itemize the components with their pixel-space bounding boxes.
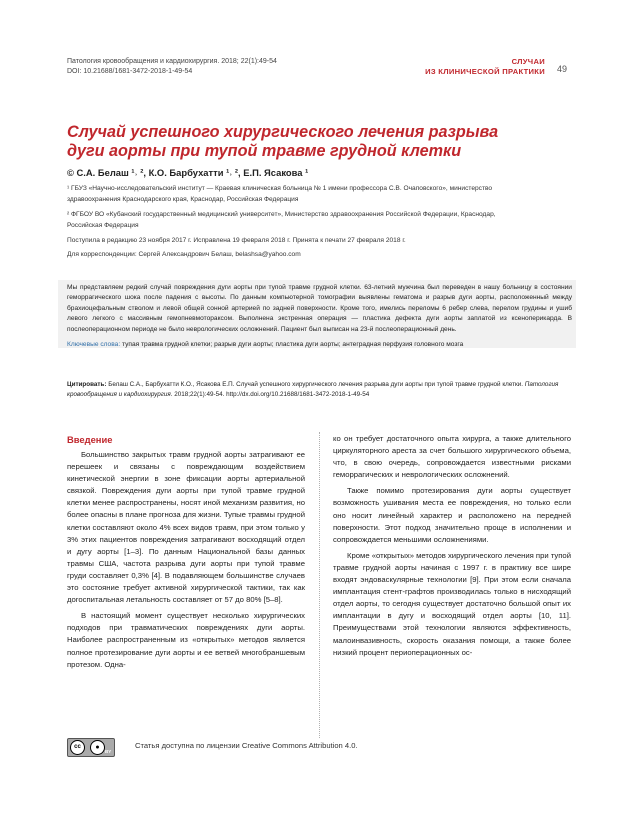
article-title: Случай успешного хирургического лечения разрыва дуги аорты при тупой травме грудной клетки [67,123,499,160]
received-dates: Поступила в редакцию 23 ноября 2017 г. Исправлена 19 февраля 2018 г. Принята к печати 27 февраля 2018 г. [67,237,406,244]
cc-by-license-icon[interactable] [67,738,115,757]
citation-block [67,380,572,401]
cite-journal: Патология кровообращения и кардиохирургия. [67,381,559,399]
license-text: Статья доступна по лицензии Creative Commons Attribution 4.0. [135,741,358,750]
section-tag-line2: ИЗ КЛИНИЧЕСКОЙ ПРАКТИКИ [425,66,545,76]
author-list: © С.А. Белаш ¹˒ ², К.О. Барбухатти ¹˒ ², Е.П. Ясакова ¹ [67,167,309,178]
paragraph: Также помимо протезирования дуги аорты существует возможность ушивания места ее повреждения, но только если оно носит линейный характер и расположено на передней поверхности. Этот подход значительно проще в исполнении и сопровождается меньшими осложнениями. [333,486,571,544]
paragraph: Большинство закрытых травм грудной аорты затрагивают ее перешеек и связаны с повреждающим воздействием кинетической энергии в зоне фиксации аорты артериальной связкой. Повреждения дуги аорты при тупой травме грудной клетки менее распространены, носят иной механизм развития, но более опасны в плане прогноза для жизни. Тупые травмы грудной клетки составляют около 4% всех видов травм, при этом только у 3% этих пациентов повреждения затрагивают восходящий отдел и дугу аорты [1–3]. По данным Национальной базы данных травмы США, частота разрыва дуги аорты при тупой травме груди составляет 0,3% [4]. В подавляющем большинстве случаев это состояние требует активной хирургической тактики, так как догоспитальная летальность составляет от 57 до 80% [5–8]. [67,450,305,605]
paragraph: Кроме «открытых» методов хирургического лечения при тупой травме грудной аорты начиная с 1997 г. в практику все шире входят эндоваскулярные технологии [9]. При этом если сначала имплантация стент-графтов производилась только в нисходящий отдел аорты, то сегодня существует достаточно большой опыт их имплантации в дугу и восходящий отдел аорты [10, 11]. Преимуществами этой технологии являются эффективность, малоинвазивность, скорость оказания помощи, а также более низкий процент периоперационных ос- [333,550,571,657]
cite-text: Белаш С.А., Барбухатти К.О., Ясакова Е.П. Случай успешного хирургического лечения разрыва дуги аорты при тупой травме грудной клетки. [106,381,525,388]
section-tag-line1: СЛУЧАИ [511,57,545,66]
cite-label: Цитировать: [67,381,107,388]
body-column-right [333,433,571,659]
journal-citation-header [67,57,367,76]
keywords-label: Ключевые слова: [67,341,121,348]
cite-tail: 2018;22(1):49-54. http://dx.doi.org/10.21688/1681-3472-2018-1-49-54 [172,391,370,399]
section-heading-intro: Введение [67,434,113,445]
journal-name: Патология кровообращения и кардиохирургия. 2018; 22(1):49-54 [67,58,277,65]
paragraph: В настоящий момент существует несколько хирургических подходов при травматических повреждениях дуги аорты. Наиболее распространенным из «открытых» методов является полное протезирование дуги аорты и ее ветвей многобраншевым протезом. Одна- [67,611,305,669]
affiliation-2: ² ФГБОУ ВО «Кубанский государственный медицинский университет», Министерство здравоохранения Российской Федерации, Краснодар, Российская Федерация [67,211,496,229]
journal-doi: DOI: 10.21688/1681-3472-2018-1-49-54 [67,67,193,75]
body-column-left [67,449,305,671]
affiliation-1: ¹ ГБУЗ «Научно-исследовательский институт — Краевая клиническая больница № 1 имени профессора С.В. Очаповского», министерство здравоохранения Краснодарского края, Краснодар, Российская Федерация [67,185,493,203]
paragraph: ко он требует достаточного опыта хирурга, а также длительного циркуляторного ареста за счет большого хирургического объема, что, в свою очередь, сопровождается известными рисками геморрагических и неврологических осложнений. [333,434,571,480]
page-number: 49 [557,64,568,74]
abstract-text: Мы представляем редкий случай повреждения дуги аорты при тупой травме грудной клетки. 63-летний мужчина был переведен в нашу больницу в состоянии геморрагического шока после падения с высоты. По данным компьютерной томографии выявлены гематома и разрыв дуги аорты, расположенный между брахиоцефальным стволом и левой общей сонной артерией по задней поверхности. Кроме того, имелись переломы 6 ребер слева, перелом грудины и ушиб левого легкого с массивным гемопневмотораксом. Выполнена экстренная операция — пластика дефекта дуги аорты заплатой из ксеноперикарда. В послеоперационном периоде не было неврологических осложнений. Пациент был выписан на 23-й послеоперационный день. [67,284,572,333]
section-tag [425,57,545,76]
correspondence: Для корреспонденции: Сергей Александрович Белаш, belashsa@yahoo.com [67,251,301,258]
keywords [67,341,572,348]
keywords-text: тупая травма грудной клетки; разрыв дуги аорты; пластика дуги аорты; антеградная перфузия головного мозга [120,341,464,348]
by-label: BY [105,749,112,754]
attribution-person-icon: ● [90,740,105,755]
column-divider [319,432,320,738]
cc-icon: cc [70,740,85,755]
